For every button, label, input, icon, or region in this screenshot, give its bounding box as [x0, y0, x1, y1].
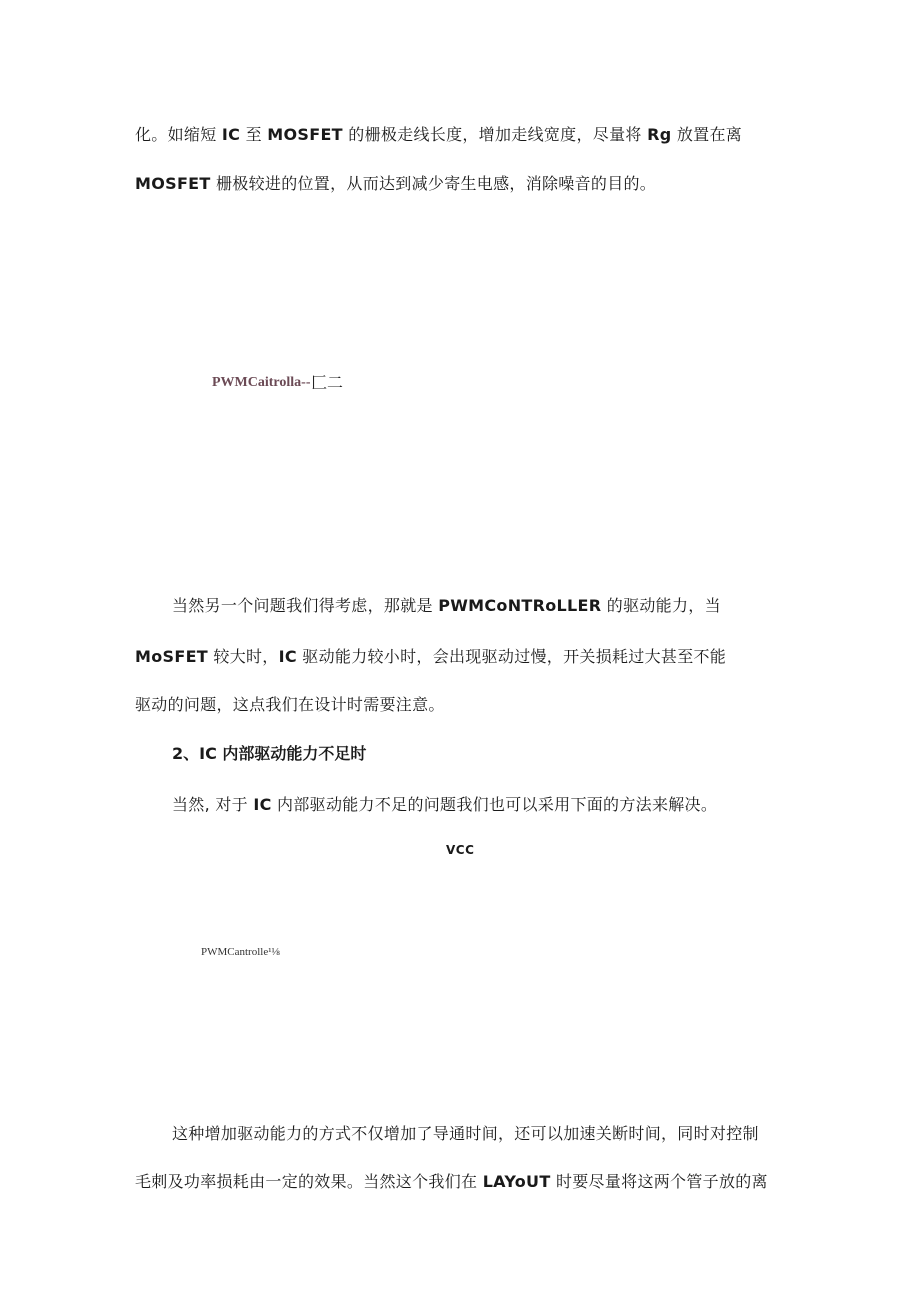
- paragraph-2-line-2: [135, 647, 726, 667]
- figure-2-vcc-label: VCC: [446, 843, 475, 857]
- text: 毛刺及功率损耗由一定的效果。当然这个我们在: [135, 1172, 483, 1191]
- text: 内部驱动能力不足的问题我们也可以采用下面的方法来解决。: [271, 795, 718, 814]
- paragraph-4-line-1: [172, 1124, 759, 1144]
- text: 当然, 对于: [172, 795, 254, 814]
- section-heading: 2、IC 内部驱动能力不足时: [172, 744, 367, 763]
- text: 的栅极走线长度，增加走线宽度，尽量将: [342, 125, 648, 144]
- text: 放置在离: [671, 125, 743, 144]
- paragraph-4-line-2: [135, 1172, 768, 1192]
- text: 当然另一个问题我们得考虑，那就是: [172, 596, 439, 615]
- text: 这种增加驱动能力的方式不仅增加了导通时间，还可以加速关断时间，同时对控制: [172, 1124, 759, 1143]
- bold-term-layout: LAYoUT: [482, 1172, 551, 1191]
- paragraph-3-line-1: [172, 795, 717, 815]
- text: 化。如缩短: [135, 125, 222, 144]
- bold-term-mosfet: MoSFET: [135, 647, 209, 666]
- bold-term-ic: IC: [221, 125, 241, 144]
- text: 时要尽量将这两个管子放的离: [550, 1172, 768, 1191]
- text: 驱动的问题，这点我们在设计时需要注意。: [135, 695, 445, 714]
- text: 的驱动能力，当: [601, 596, 721, 615]
- bold-term-mosfet: MOSFET: [267, 125, 343, 144]
- bold-term-mosfet: MOSFET: [135, 174, 211, 193]
- paragraph-2-line-1: [172, 596, 721, 616]
- bold-term-ic: IC: [278, 647, 297, 666]
- text: 较大时，: [208, 647, 279, 666]
- figure-1-boxes: 匚二: [311, 373, 344, 392]
- text: 驱动能力较小时，会出现驱动过慢，开关损耗过大甚至不能: [296, 647, 727, 666]
- figure-1-label: PWMCaitrolla--: [212, 375, 311, 390]
- paragraph-2-line-3: [135, 695, 445, 715]
- text: 至: [240, 125, 268, 144]
- paragraph-1-line-2: [135, 174, 656, 194]
- figure-2-label: PWMCantrolle¹⅛: [201, 946, 280, 958]
- paragraph-1-line-1: [135, 125, 742, 145]
- bold-term-pwmcontroller: PWMCoNTRoLLER: [438, 596, 602, 615]
- bold-term-ic: IC: [253, 795, 272, 814]
- text: 栅极较进的位置，从而达到减少寄生电感，消除噪音的目的。: [210, 174, 657, 193]
- bold-term-rg: Rg: [647, 125, 672, 144]
